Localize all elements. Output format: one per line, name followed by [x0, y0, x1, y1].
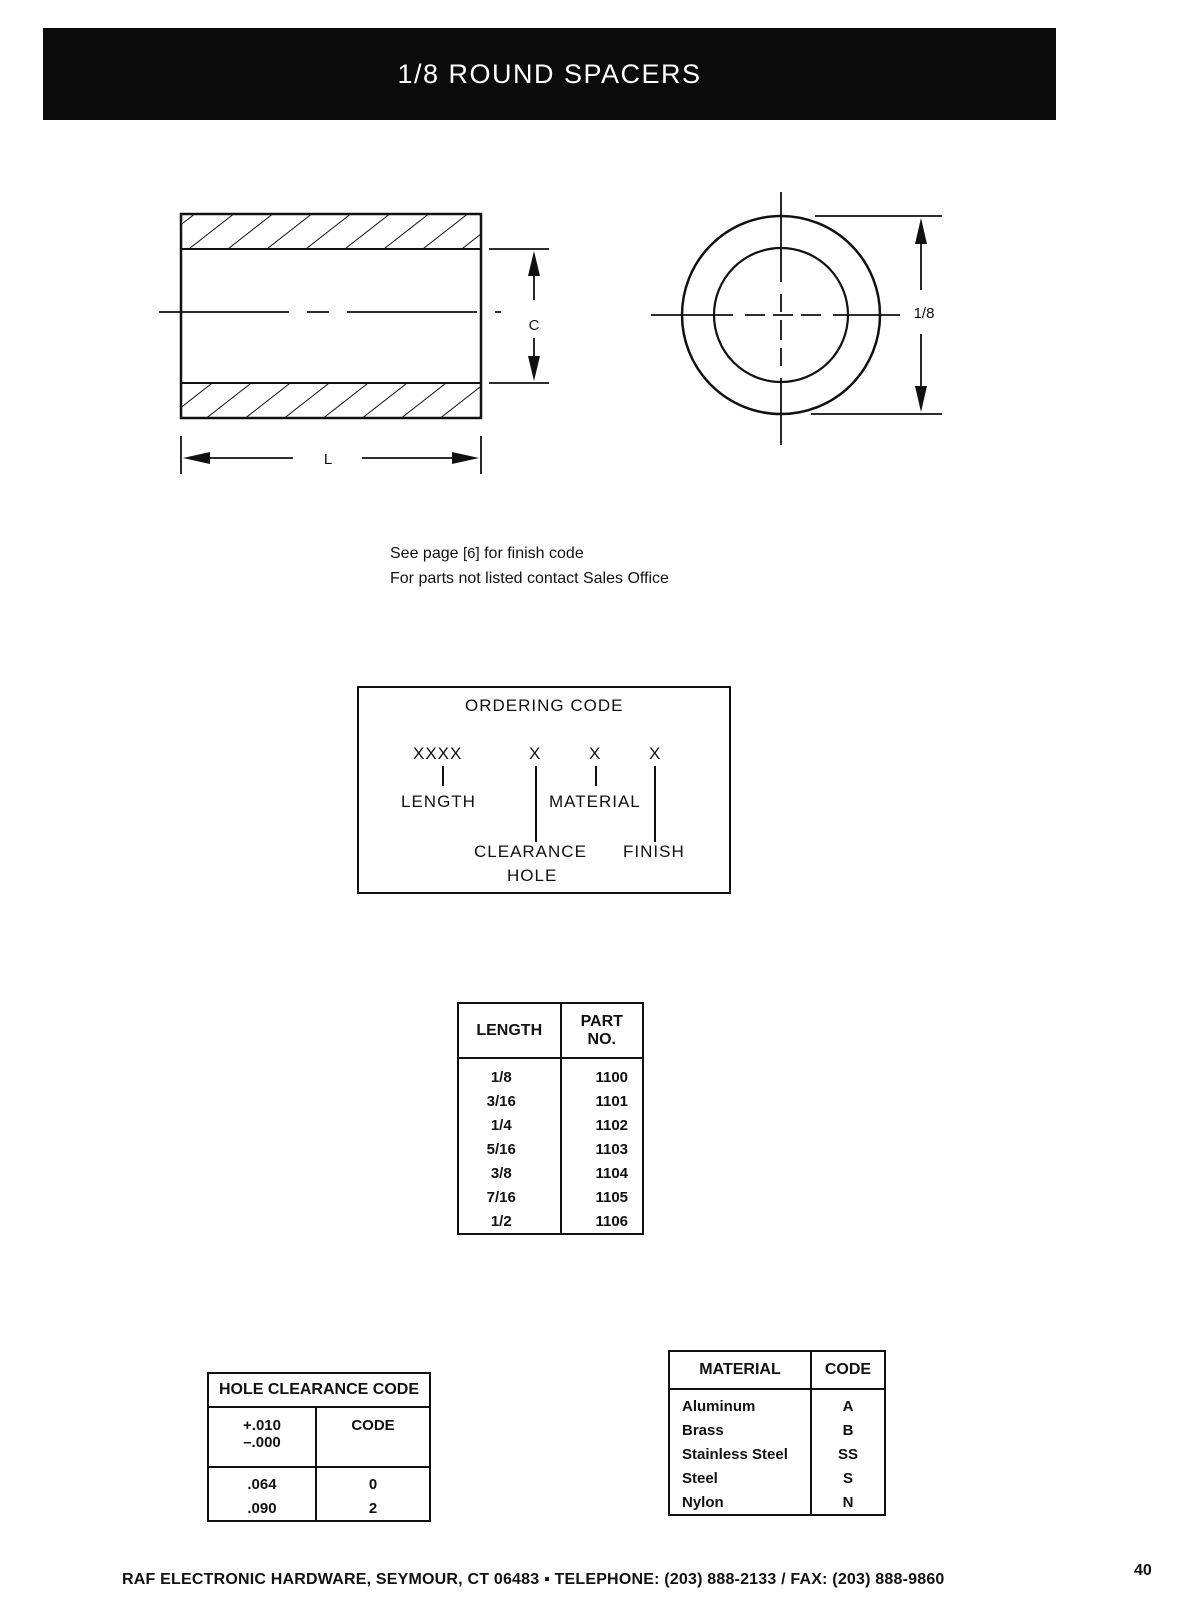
table-row: Stainless Steel SS [669, 1442, 885, 1466]
arrow-right-icon [452, 452, 479, 464]
table-row: 3/8 1104 [458, 1161, 643, 1185]
leader-clearance [535, 766, 537, 842]
note-contact-sales: For parts not listed contact Sales Office [390, 570, 669, 587]
label-material: MATERIAL [549, 792, 641, 811]
page-reference: [6] [462, 545, 480, 562]
length-part-table [457, 1002, 644, 1235]
bottom-wall-hatch [181, 383, 481, 418]
table-row: .064 0 [208, 1467, 430, 1496]
table-row: Aluminum A [669, 1389, 885, 1418]
hole-clearance-table [207, 1372, 431, 1522]
col-header-code: CODE [316, 1407, 430, 1467]
page-title: 1/8 ROUND SPACERS [397, 58, 702, 89]
label-finish: FINISH [623, 842, 685, 861]
leader-length [442, 766, 444, 786]
leader-material [595, 766, 597, 786]
table-row: 7/16 1105 [458, 1185, 643, 1209]
top-wall-hatch [181, 214, 481, 249]
table-row: Steel S [669, 1466, 885, 1490]
ordering-code-title: ORDERING CODE [465, 696, 624, 715]
material-code-table [668, 1350, 886, 1516]
table-row: Nylon N [669, 1490, 885, 1515]
hole-table-title: HOLE CLEARANCE CODE [208, 1373, 430, 1407]
footer-contact: RAF ELECTRONIC HARDWARE, SEYMOUR, CT 06483 ▪ TELEPHONE: (203) 888-2133 / FAX: (203) 888-9860 [122, 1571, 945, 1588]
ordering-code-box [357, 686, 731, 894]
col-header-code: CODE [811, 1351, 885, 1389]
arrow-up-icon [915, 218, 927, 244]
code-length: XXXX [413, 744, 463, 763]
arrow-up-icon [528, 251, 540, 276]
label-length: LENGTH [401, 792, 476, 811]
notes [390, 541, 669, 591]
page-number: 40 [1134, 1562, 1152, 1579]
dim-label-diameter: 1/8 [913, 305, 935, 322]
table-row: 3/16 1101 [458, 1089, 643, 1113]
table-row: 1/8 1100 [458, 1058, 643, 1089]
code-finish: X [649, 744, 662, 763]
table-row: .090 2 [208, 1496, 430, 1521]
col-header-length: LENGTH [458, 1003, 561, 1058]
label-clearance: CLEARANCE [474, 842, 587, 861]
end-view [651, 192, 942, 445]
spacer-drawing [0, 0, 1183, 520]
table-row: 1/4 1102 [458, 1113, 643, 1137]
dim-label-c: C [528, 317, 540, 334]
note-finish-code: See page [6] for finish code [390, 541, 669, 566]
col-header-part-no: PART NO. [561, 1003, 644, 1058]
code-material: X [589, 744, 602, 763]
col-header-material: MATERIAL [669, 1351, 811, 1389]
table-row: 1/2 1106 [458, 1209, 643, 1234]
dim-label-l: L [323, 451, 333, 468]
table-row: Brass B [669, 1418, 885, 1442]
leader-finish [654, 766, 656, 842]
label-hole: HOLE [507, 866, 558, 885]
arrow-down-icon [528, 356, 540, 381]
arrow-down-icon [915, 386, 927, 412]
table-row: 5/16 1103 [458, 1137, 643, 1161]
code-clearance: X [529, 744, 542, 763]
tolerance-header: +.010 –.000 [208, 1407, 316, 1467]
arrow-left-icon [183, 452, 210, 464]
side-view [159, 214, 549, 474]
